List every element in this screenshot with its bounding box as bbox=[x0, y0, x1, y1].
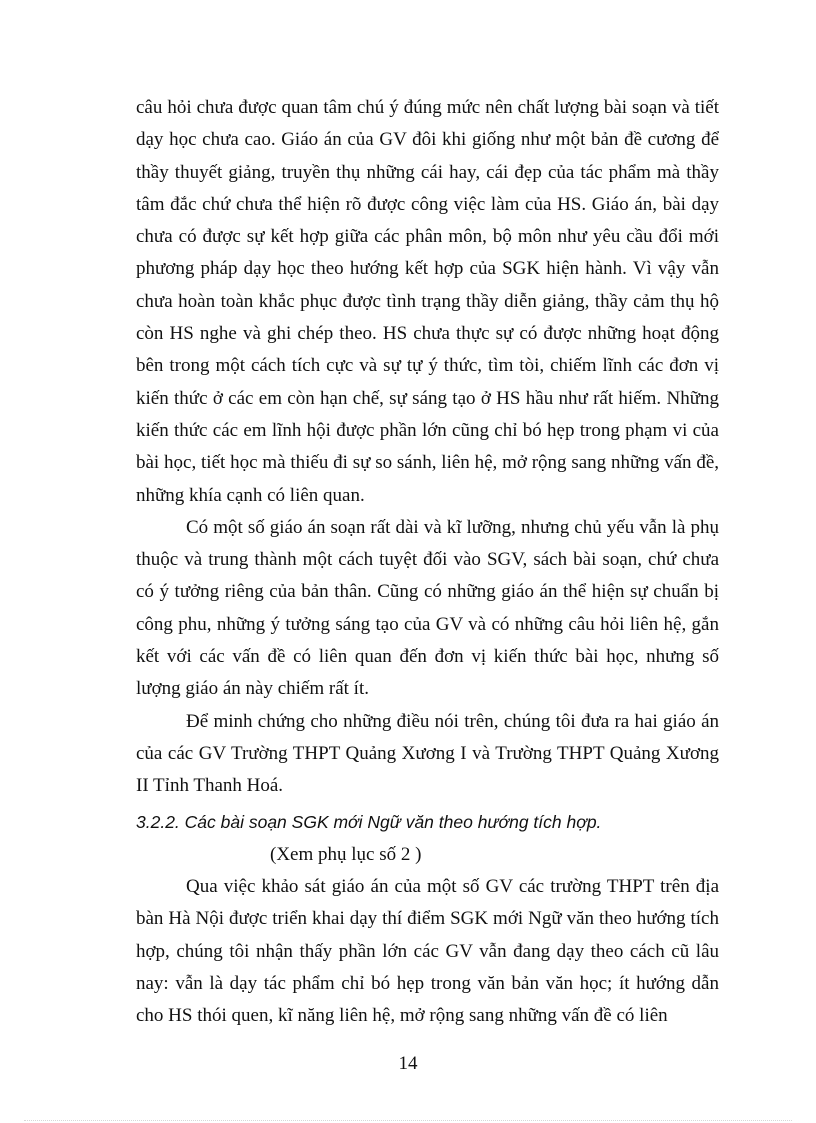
section-heading: 3.2.2. Các bài soạn SGK mới Ngữ văn theo hướng tích hợp. bbox=[136, 812, 602, 832]
body-text-top bbox=[136, 92, 719, 803]
paragraph-3: Để minh chứng cho những điều nói trên, chúng tôi đưa ra hai giáo án của các GV Trường THPT Quảng Xương I và Trường THPT Quảng Xương II Tỉnh Thanh Hoá. bbox=[136, 710, 719, 797]
paragraph-2: Có một số giáo án soạn rất dài và kĩ lưỡng, nhưng chủ yếu vẫn là phụ thuộc và trung thành một cách tuyệt đối vào SGV, sách bài soạn, chứ chưa có ý tưởng riêng của bản thân. Cũng có những giáo án thể hiện sự chuẩn bị công phu, những ý tưởng sáng tạo của GV và có những câu hỏi liên hệ, gắn kết với các vấn đề có liên quan đến đơn vị kiến thức bài học, nhưng số lượng giáo án này chiếm rất ít. bbox=[136, 516, 719, 700]
appendix-reference: (Xem phụ lục số 2 ) bbox=[270, 844, 422, 865]
paragraph-4: Qua việc khảo sát giáo án của một số GV các trường THPT trên địa bàn Hà Nội được triển khai dạy thí điểm SGK mới Ngữ văn theo hướng tích hợp, chúng tôi nhận thấy phần lớn các GV vẫn đang dạy theo cách cũ lâu nay: vẫn là dạy tác phẩm chỉ bó hẹp trong văn bản văn học; ít hướng dẫn cho HS thói quen, kĩ năng liên hệ, mở rộng sang những vấn đề có liên bbox=[136, 876, 719, 1027]
page-number: 14 bbox=[398, 1053, 418, 1074]
paragraph-1: câu hỏi chưa được quan tâm chú ý đúng mức nên chất lượng bài soạn và tiết dạy học chưa cao. Giáo án của GV đôi khi giống như một bản đề cương để thầy thuyết giảng, truyền thụ những cái hay, cái đẹp của tác phẩm mà thầy tâm đắc chứ chưa thể hiện rõ được công việc làm của HS. Giáo án, bài dạy chưa có được sự kết hợp giữa các phân môn, bộ môn như yêu cầu đổi mới phương pháp dạy học theo hướng kết hợp của SGK hiện hành. Vì vậy vẫn chưa hoàn toàn khắc phục được tình trạng thầy diễn giảng, thầy cảm thụ hộ còn HS nghe và ghi chép theo. HS chưa thực sự có được những hoạt động bên trong một cách tích cực và sự tự ý thức, tìm tòi, chiếm lĩnh các đơn vị kiến thức ở các em còn hạn chế, sự sáng tạo ở HS hầu như rất hiếm. Những kiến thức các em lĩnh hội được phần lớn cũng chỉ bó hẹp trong phạm vi của bài học, tiết học mà thiếu đi sự so sánh, liên hệ, mở rộng sang những vấn đề, những khía cạnh có liên quan. bbox=[136, 97, 719, 506]
body-text-bottom bbox=[136, 871, 719, 1032]
page-border-line bbox=[24, 1120, 792, 1121]
